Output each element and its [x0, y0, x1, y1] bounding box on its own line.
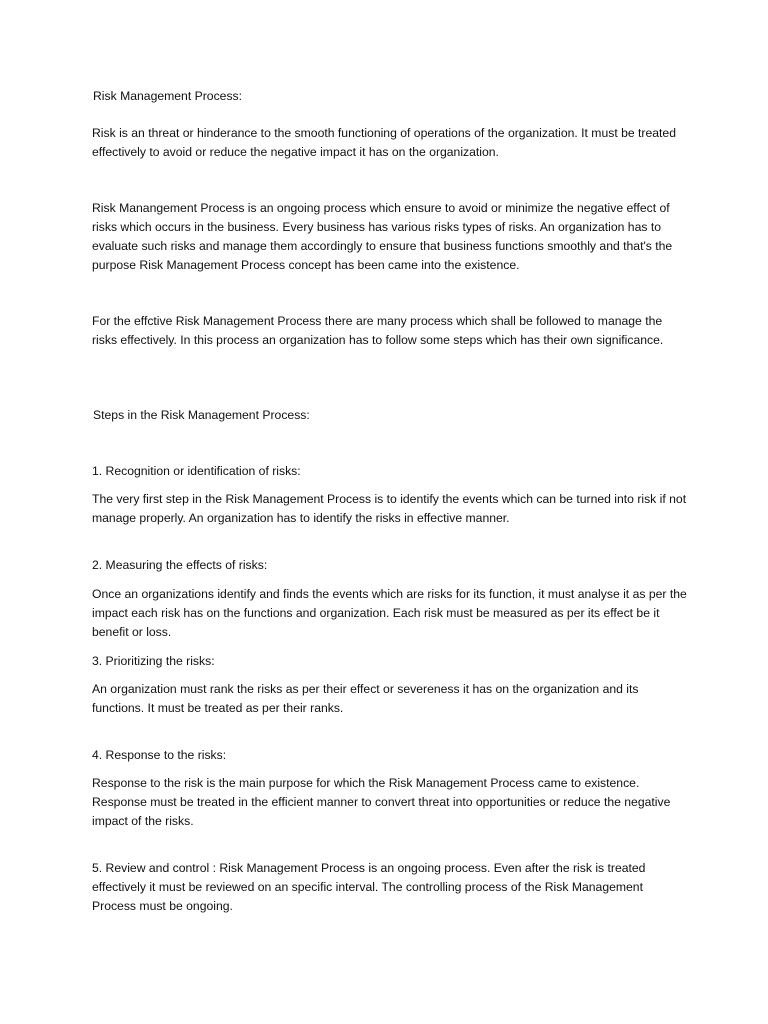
- intro-paragraph: Risk is an threat or hinderance to the smooth functioning of operations of the organization. It must be treated effectively to avoid or reduce the negative impact it has on the organization.: [92, 126, 676, 159]
- step-3-title: 3. Prioritizing the risks:: [92, 654, 215, 668]
- step-1-text: The very first step in the Risk Management Process is to identify the events which can be turned into risk if not manage properly. An organization has to identify the risks in effective manner.: [92, 492, 687, 525]
- effective-process-paragraph: For the effctive Risk Management Process there are many process which shall be followed to manage the risks effectively. In this process an organization has to follow some steps which has their own significance.: [92, 314, 664, 347]
- step-2-title: 2. Measuring the effects of risks:: [92, 558, 268, 572]
- step-4-title: 4. Response to the risks:: [92, 748, 227, 762]
- steps-heading: Steps in the Risk Management Process:: [93, 408, 310, 422]
- step-3-text: An organization must rank the risks as per their effect or severeness it has on the organization and its functions. It must be treated as per their ranks.: [92, 682, 639, 715]
- step-2-text: Once an organizations identify and finds the events which are risks for its function, it must analyse it as per the impact each risk has on the functions and organization. Each risk must be measured as per its effect be it benefit or loss.: [92, 587, 687, 639]
- step-1-title: 1. Recognition or identification of risks:: [92, 464, 301, 478]
- step-5-paragraph: 5. Review and control : Risk Management Process is an ongoing process. Even after the risk is treated effectively it must be reviewed on an specific interval. The controlling process of the Risk Management Process must be ongoing.: [92, 861, 646, 913]
- process-description-paragraph: Risk Manangement Process is an ongoing process which ensure to avoid or minimize the negative effect of risks which occurs in the business. Every business has various risks types of risks. An organization has to evaluate such risks and manage them accordingly to ensure that business functions smoothly and that's the purpose Risk Management Process concept has been came into the existence.: [92, 201, 673, 272]
- step-4-text: Response to the risk is the main purpose for which the Risk Management Process came to existence. Response must be treated in the efficient manner to convert threat into opportunities or reduce the negative impact of the risks.: [92, 776, 671, 828]
- document-title: Risk Management Process:: [93, 89, 243, 103]
